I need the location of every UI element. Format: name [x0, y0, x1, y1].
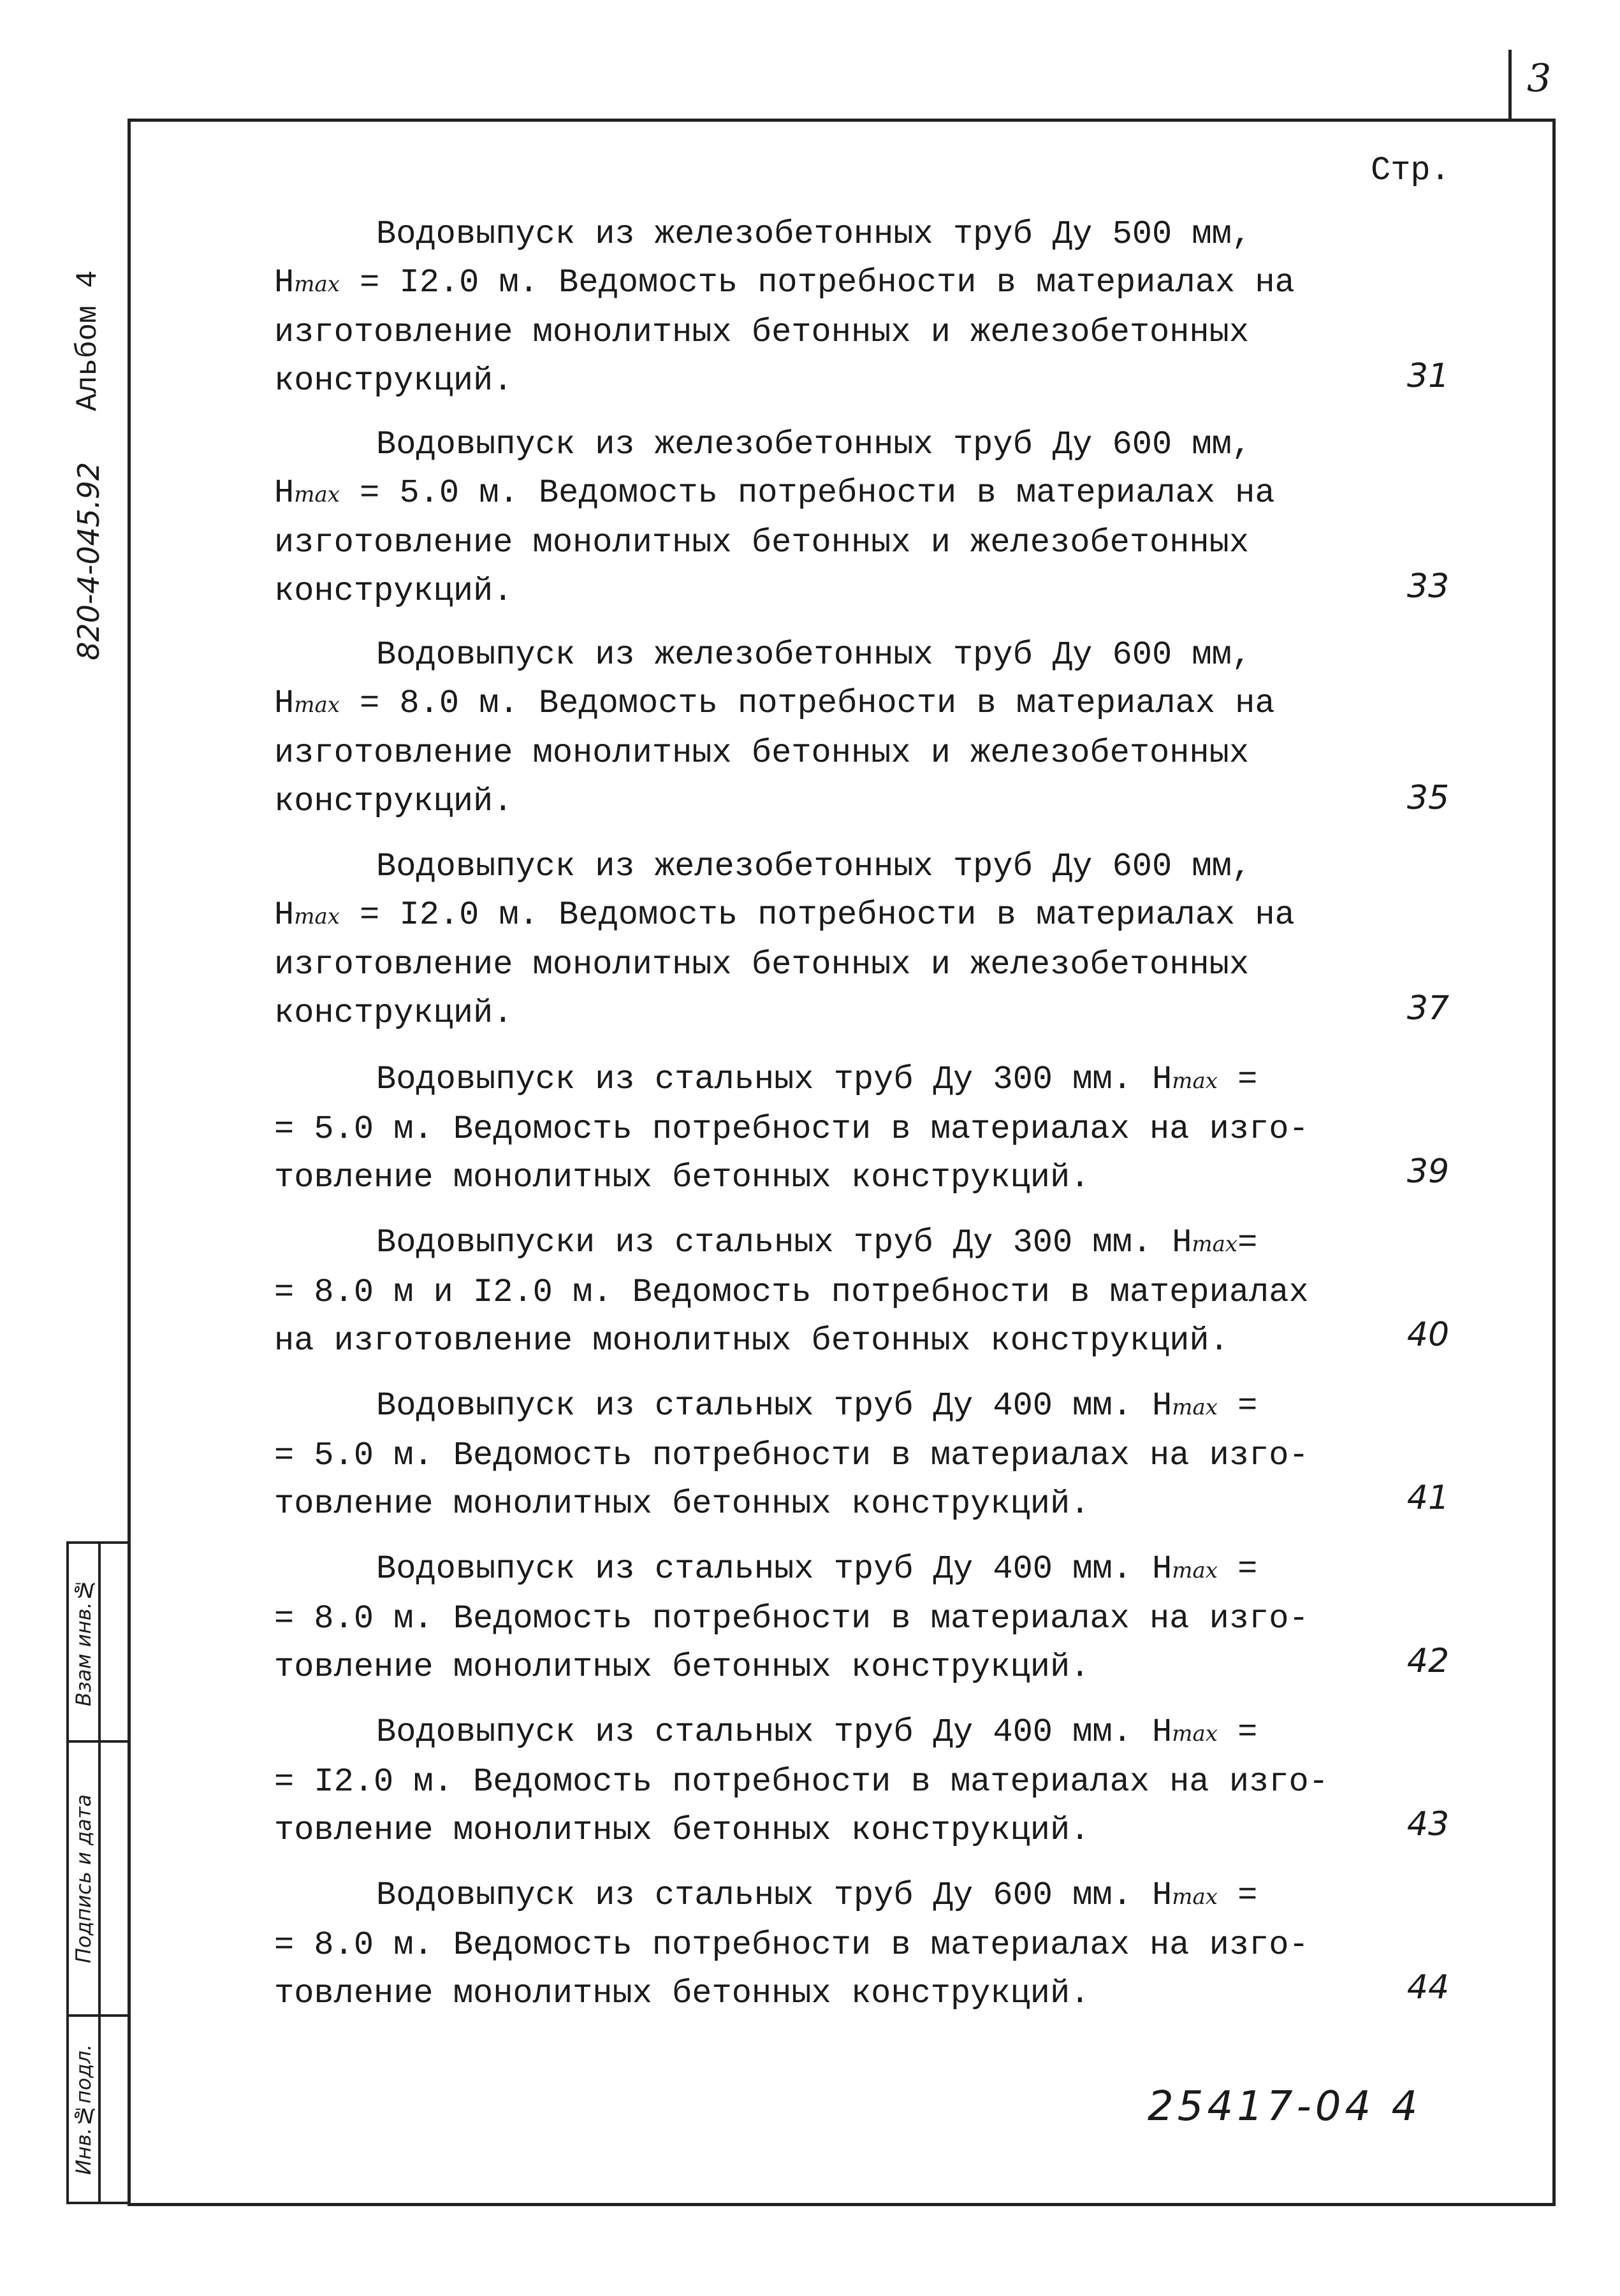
entry-page-number: 40 — [1406, 1316, 1450, 1354]
entry-line: изготовление монолитных бетонных и железобетонных — [274, 946, 1250, 984]
entry-line: = — [1217, 1550, 1258, 1588]
entry-page-number: 35 — [1406, 779, 1450, 817]
entry-line: Водовыпуск из железобетонных труб Ду 500 мм, — [376, 215, 1252, 253]
entry-line: = I2.0 м. Ведомость потребности в материалах на — [339, 264, 1295, 302]
h-symbol: H — [274, 685, 295, 722]
entry-line: = 8.0 м и I2.0 м. Ведомость потребности в материалах — [274, 1274, 1309, 1311]
entry-line: Водовыпуск из стальных труб Ду 400 мм. H — [376, 1713, 1172, 1751]
page-column-header: Стр. — [1371, 152, 1450, 189]
entry-page-number: 43 — [1406, 1805, 1450, 1843]
list-item — [274, 1708, 1329, 1855]
h-symbol: H — [274, 896, 295, 934]
max-subscript: max — [294, 904, 340, 929]
entry-line: = — [1217, 1387, 1258, 1425]
entry-page-number: 39 — [1406, 1152, 1450, 1191]
max-subscript: max — [1172, 1558, 1218, 1583]
entry-line: Водовыпуск из стальных труб Ду 400 мм. H — [376, 1550, 1172, 1588]
entry-line: Водовыпуск из стальных труб Ду 300 мм. H — [376, 1061, 1172, 1098]
entry-line: Водовыпуск из стальных труб Ду 600 мм. H — [376, 1877, 1172, 1914]
list-item — [274, 1871, 1326, 2018]
entry-line: = 5.0 м. Ведомость потребности в материалах на — [339, 474, 1275, 512]
entry-line: товление монолитных бетонных конструкций. — [274, 1159, 1090, 1196]
list-item — [274, 843, 1326, 1038]
frame-right-border — [1552, 119, 1556, 2206]
max-subscript: max — [1172, 1068, 1218, 1094]
entry-line: = I2.0 м. Ведомость потребности в материалах на — [339, 896, 1295, 934]
stamp-podpis-data: Подпись и дата — [71, 1794, 96, 1963]
stamp-vzam-inv: Взам инв.№ — [71, 1578, 96, 1706]
entry-line: на изготовление монолитных бетонных конструкций. — [274, 1322, 1229, 1360]
entry-line: = — [1217, 1713, 1258, 1751]
max-subscript: max — [1192, 1232, 1238, 1257]
entry-line: товление монолитных бетонных конструкций. — [274, 1648, 1090, 1686]
entry-line: товление монолитных бетонных конструкций. — [274, 1812, 1090, 1849]
entry-line: Водовыпуск из железобетонных труб Ду 600 мм, — [376, 848, 1252, 885]
document-number: 25417-04 4 — [1148, 2083, 1422, 2130]
entry-line: конструкций. — [274, 994, 513, 1032]
list-item — [274, 1056, 1326, 1202]
frame-top-border — [128, 119, 1556, 122]
page-number: 3 — [1527, 56, 1552, 101]
entry-line: = — [1217, 1061, 1258, 1098]
max-subscript: max — [294, 692, 340, 718]
entry-line: = I2.0 м. Ведомость потребности в материалах на изго- — [274, 1763, 1329, 1801]
page-number-divider — [1508, 50, 1512, 120]
entry-line: Водовыпуск из железобетонных труб Ду 600 мм, — [376, 636, 1252, 674]
entry-line: = 8.0 м. Ведомость потребности в материалах на изго- — [274, 1926, 1309, 1964]
list-item — [274, 631, 1326, 826]
side-album-label: Альбом 4 — [71, 270, 105, 412]
entry-line: изготовление монолитных бетонных и железобетонных — [274, 734, 1250, 772]
entry-line: = 8.0 м. Ведомость потребности в материалах на — [339, 685, 1275, 722]
side-doc-code: 820-4-045.92 — [71, 461, 106, 660]
entry-line: = 5.0 м. Ведомость потребности в материалах на изго- — [274, 1437, 1309, 1474]
entry-line: товление монолитных бетонных конструкций. — [274, 1485, 1090, 1523]
list-item — [274, 1219, 1326, 1365]
stamp-inv-podl: Инв.№подл. — [71, 2044, 96, 2175]
list-item — [274, 1382, 1326, 1529]
entry-page-number: 37 — [1406, 989, 1450, 1028]
entry-line: = — [1217, 1877, 1258, 1914]
entry-line: = 8.0 м. Ведомость потребности в материалах на изго- — [274, 1600, 1309, 1638]
max-subscript: max — [1172, 1884, 1218, 1910]
entry-line: = 5.0 м. Ведомость потребности в материалах на изго- — [274, 1110, 1309, 1148]
stamp-column-divider — [98, 1541, 101, 2204]
entry-line: Водовыпуск из железобетонных труб Ду 600 мм, — [376, 426, 1252, 463]
frame-bottom-border — [128, 2203, 1556, 2206]
entry-page-number: 42 — [1406, 1642, 1450, 1680]
h-symbol: H — [274, 474, 295, 512]
h-symbol: H — [274, 264, 295, 302]
entry-line: Водовыпуски из стальных труб Ду 300 мм. H — [376, 1224, 1192, 1261]
entry-line: изготовление монолитных бетонных и железобетонных — [274, 314, 1250, 351]
list-item — [274, 421, 1326, 616]
entry-page-number: 31 — [1406, 357, 1450, 395]
entry-line: товление монолитных бетонных конструкций. — [274, 1975, 1090, 2012]
entry-page-number: 33 — [1406, 567, 1450, 606]
list-item — [274, 1545, 1326, 1692]
entry-line: Водовыпуск из стальных труб Ду 400 мм. H — [376, 1387, 1172, 1425]
entry-line: конструкций. — [274, 783, 513, 820]
entry-line: конструкций. — [274, 362, 513, 400]
max-subscript: max — [294, 272, 340, 297]
list-item — [274, 210, 1326, 405]
entry-line: конструкций. — [274, 572, 513, 610]
max-subscript: max — [1172, 1721, 1218, 1747]
max-subscript: max — [1172, 1395, 1218, 1420]
max-subscript: max — [294, 482, 340, 507]
entry-page-number: 41 — [1406, 1479, 1450, 1517]
entry-line: = — [1237, 1224, 1258, 1261]
frame-left-border — [128, 119, 131, 2206]
entry-page-number: 44 — [1406, 1968, 1450, 2007]
entry-line: изготовление монолитных бетонных и железобетонных — [274, 524, 1250, 562]
